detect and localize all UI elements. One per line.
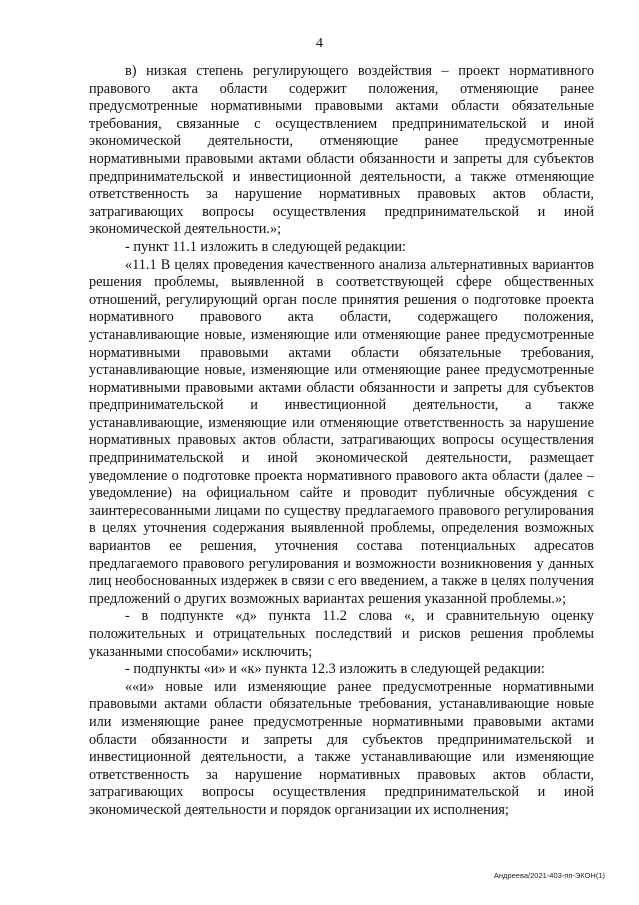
paragraph-low-impact-definition: в) низкая степень регулирующего воздействия – проект нормативного правового акта области содержит положения, отменяющие ранее предусмотренные нормативными правовыми актами области обязательные требования, связанные с осуществлением предпринимательской и иной экономической деятельности, отменяющие ранее предусмотренные нормативными правовыми актами области обязанности и запреты для субъектов предпринимательской и инвестиционной деятельности, а также отменяющие ответственность за нарушение нормативных правовых актов области, затрагивающих вопросы осуществления предпринимательской и иной экономической деятельности.»; xyxy=(89,63,594,238)
paragraph-item-12-3-intro: - подпункты «и» и «к» пункта 12.3 изложить в следующей редакции: xyxy=(125,661,545,678)
document-body xyxy=(89,63,594,820)
paragraph-item-11-1-intro: - пункт 11.1 изложить в следующей редакции: xyxy=(125,238,406,255)
paragraph-item-11-2-amendment: - в подпункте «д» пункта 11.2 слова «, и сравнительную оценку положительных и отрицательных последствий и рисков решения проблемы указанными способами» исключить; xyxy=(89,608,594,660)
document-footer-reference: Андреева/2021-403-пп-ЭКОН(1) xyxy=(493,871,605,880)
paragraph-item-11-1-text: «11.1 В целях проведения качественного анализа альтернативных вариантов решения проблемы, выявленной в соответствующей сфере общественных отношений, регулирующий орган после принятия решения о подготовке проекта нормативного правового акта области, содержащего положения, устанавливающие новые, изменяющие или отменяющие ранее предусмотренные нормативными правовыми актами области обязательные требования, устанавливающие новые, изменяющие или отменяющие ранее предусмотренные нормативными правовыми актами области обязанности и запреты для субъектов предпринимательской и инвестиционной деятельности, а также устанавливающие, изменяющие или отменяющие ответственность за нарушение нормативных правовых актов области, затрагивающих вопросы осуществления предпринимательской и иной экономической деятельности, размещает уведомление о подготовке проекта нормативного правового акта области (далее – уведомление) на официальном сайте и проводит публичные обсуждения с заинтересованными лицами по существу предлагаемого правового регулирования в целях уточнения содержания выявленной проблемы, определения возможных вариантов ее решения, уточнения состава потенциальных адресатов предлагаемого правового регулирования и возможности возникновения у данных лиц необоснованных издержек в связи с его введением, а также в целях получения предложений о других возможных вариантах решения указанной проблемы.»; xyxy=(89,256,594,607)
page-number: 4 xyxy=(316,36,323,51)
paragraph-subitem-i-text: ««и» новые или изменяющие ранее предусмотренные нормативными правовыми актами области обязательные требования, устанавливающие новые или изменяющие ранее предусмотренные нормативными правовыми актами области обязанности и запреты для субъектов предпринимательской и инвестиционной деятельности, а также устанавливающие или изменяющие ответственность за нарушение нормативных правовых актов области, затрагивающих вопросы осуществления предпринимательской и иной экономической деятельности и порядок организации их исполнения; xyxy=(89,678,594,818)
